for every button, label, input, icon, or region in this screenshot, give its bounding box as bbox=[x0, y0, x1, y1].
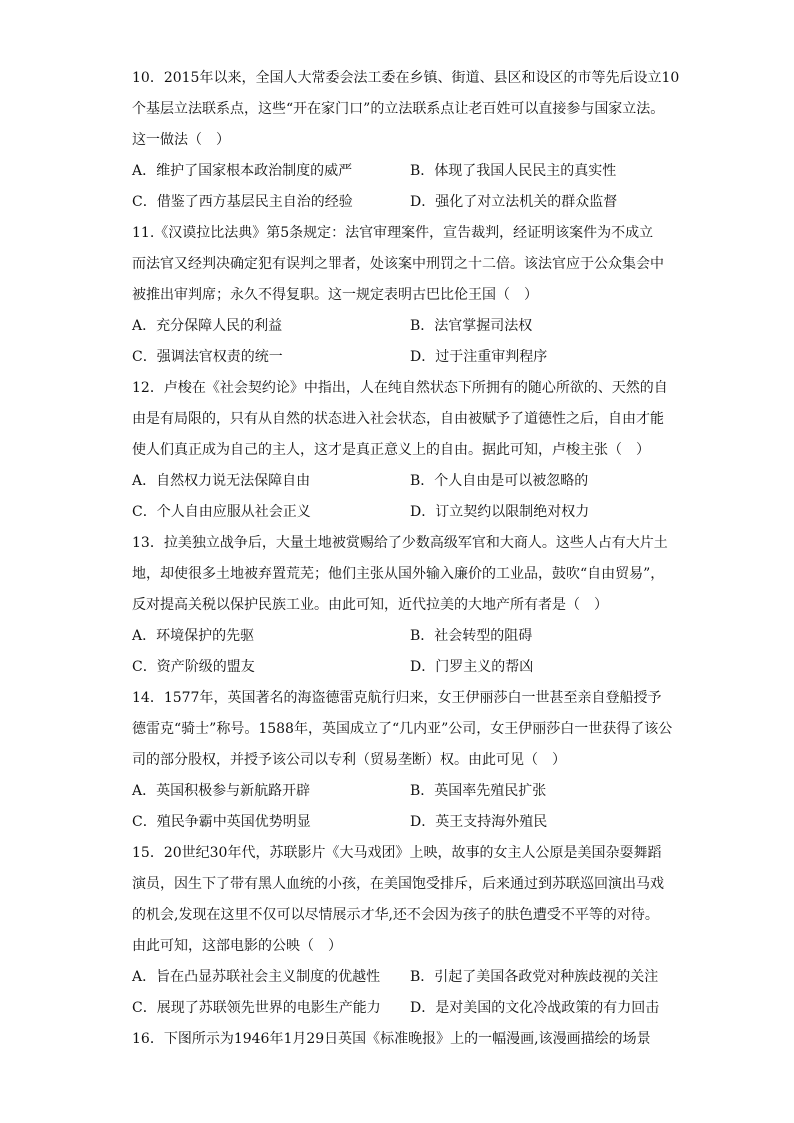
q14-line-2: 德雷克“骑士”称号。1588年，英国成立了“几内亚”公司，女王伊丽莎白一世获得了该公 bbox=[132, 721, 673, 737]
q10-line-3: 这一做法（ ） bbox=[132, 132, 230, 148]
q12-option-a: A．自然权力说无法保障自由 bbox=[132, 473, 311, 489]
q13-line-2: 地，却使很多土地被弃置荒芜；他们主张从国外输入廉价的工业品，鼓吹“自由贸易”， bbox=[132, 566, 665, 582]
q14-line-1: 14．1577年，英国著名的海盗德雷克航行归来，女王伊丽莎白一世甚至亲自登船授予 bbox=[132, 690, 662, 706]
q15-option-a: A．旨在凸显苏联社会主义制度的优越性 bbox=[132, 969, 381, 985]
q13-option-a: A．环境保护的先驱 bbox=[132, 628, 255, 644]
q15-line-3: 的机会,发现在这里不仅可以尽情展示才华,还不会因为孩子的肤色遭受不平等的对待。 bbox=[132, 907, 659, 923]
q12-option-c: C．个人自由应服从社会正义 bbox=[132, 504, 311, 520]
q13-line-1: 13．拉美独立战争后，大量土地被赏赐给了少数高级军官和大商人。这些人占有大片土 bbox=[132, 535, 668, 551]
q13-option-c: C．资产阶级的盟友 bbox=[132, 659, 255, 675]
q10-option-c: C．借鉴了西方基层民主自治的经验 bbox=[132, 194, 353, 210]
q15-option-b: B．引起了美国各政党对种族歧视的关注 bbox=[410, 969, 659, 985]
q11-line-1: 11.《汉谟拉比法典》第5条规定：法官审理案件，宣告裁判，经证明该案件为不成立 bbox=[132, 225, 654, 241]
q10-option-b: B．体现了我国人民民主的真实性 bbox=[410, 163, 617, 179]
q11-option-b: B．法官掌握司法权 bbox=[410, 318, 533, 334]
q11-option-c: C．强调法官权责的统一 bbox=[132, 349, 283, 365]
q14-option-a: A．英国积极参与新航路开辟 bbox=[132, 783, 311, 799]
q15-option-c: C．展现了苏联领先世界的电影生产能力 bbox=[132, 1000, 381, 1016]
q14-option-b: B．英国率先殖民扩张 bbox=[410, 783, 547, 799]
q12-line-3: 使人们真正成为自己的主人，这才是真正意义上的自由。据此可知，卢梭主张（ ） bbox=[132, 442, 650, 458]
q11-option-d: D．过于注重审判程序 bbox=[410, 349, 548, 365]
q12-option-d: D．订立契约以限制绝对权力 bbox=[410, 504, 590, 520]
q11-line-3: 被推出审判席；永久不得复职。这一规定表明古巴比伦王国（ ） bbox=[132, 287, 538, 303]
q10-option-a: A．维护了国家根本政治制度的威严 bbox=[132, 163, 353, 179]
q10-line-1: 10．2015年以来，全国人大常委会法工委在乡镇、街道、县区和设区的市等先后设立10 bbox=[132, 70, 680, 86]
q15-line-1: 15．20世纪30年代，苏联影片《大马戏团》上映，故事的女主人公原是美国杂耍舞蹈 bbox=[132, 845, 662, 861]
q10-option-d: D．强化了对立法机关的群众监督 bbox=[410, 194, 618, 210]
q13-line-3: 反对提高关税以保护民族工业。由此可知，近代拉美的大地产所有者是（ ） bbox=[132, 597, 608, 613]
q12-option-b: B．个人自由是可以被忽略的 bbox=[410, 473, 589, 489]
q14-line-3: 司的部分股权，并授予该公司以专利（贸易垄断）权。由此可见（ ） bbox=[132, 752, 566, 768]
q15-line-4: 由此可知，这部电影的公映（ ） bbox=[132, 938, 342, 954]
q16-line-1: 16．下图所示为1946年1月29日英国《标准晚报》上的一幅漫画,该漫画描绘的场景 bbox=[132, 1031, 651, 1047]
q13-option-b: B．社会转型的阻碍 bbox=[410, 628, 533, 644]
q15-option-d: D．是对美国的文化冷战政策的有力回击 bbox=[410, 1000, 660, 1016]
q12-line-2: 由是有局限的，只有从自然的状态进入社会状态，自由被赋予了道德性之后，自由才能 bbox=[132, 411, 664, 427]
q14-option-c: C．殖民争霸中英国优势明显 bbox=[132, 814, 311, 830]
q12-line-1: 12．卢梭在《社会契约论》中指出，人在纯自然状态下所拥有的随心所欲的、天然的自 bbox=[132, 380, 668, 396]
q14-option-d: D．英王支持海外殖民 bbox=[410, 814, 548, 830]
q13-option-d: D．门罗主义的帮凶 bbox=[410, 659, 534, 675]
q11-option-a: A．充分保障人民的利益 bbox=[132, 318, 283, 334]
q15-line-2: 演员，因生下了带有黑人血统的小孩，在美国饱受排斥，后来通过到苏联巡回演出马戏 bbox=[132, 876, 664, 892]
q11-line-2: 而法官又经判决确定犯有误判之罪者，处该案中刑罚之十二倍。该法官应于公众集会中 bbox=[132, 256, 664, 272]
q10-line-2: 个基层立法联系点，这些“开在家门口”的立法联系点让老百姓可以直接参与国家立法。 bbox=[132, 101, 665, 117]
